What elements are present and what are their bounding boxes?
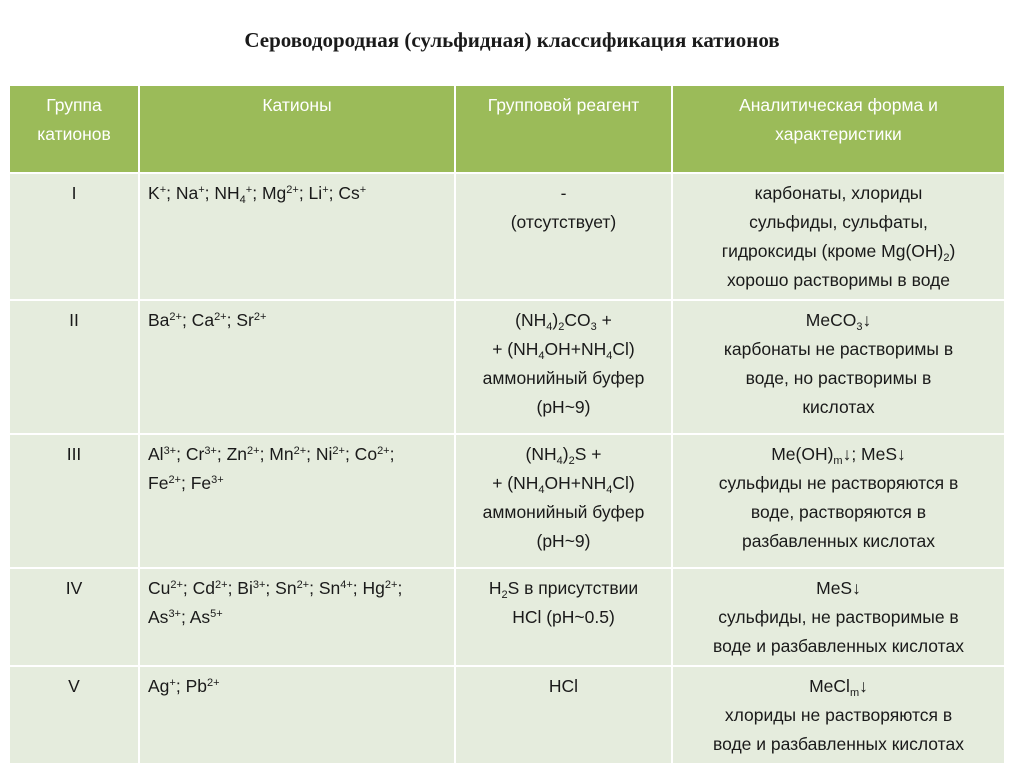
text-run: (NH xyxy=(515,310,547,330)
subscript: 3 xyxy=(856,321,863,333)
cell-line xyxy=(681,672,996,701)
table-header-row xyxy=(9,85,1005,173)
superscript: 2+ xyxy=(253,311,267,323)
superscript: 2+ xyxy=(384,579,398,591)
group-cell: V xyxy=(9,666,139,764)
cell-line xyxy=(464,672,663,701)
text-run: ↓ xyxy=(862,310,872,330)
subscript: 4 xyxy=(606,484,613,496)
superscript: 2+ xyxy=(215,579,228,591)
text-run: + (NH xyxy=(492,339,539,359)
text-run: + xyxy=(596,310,612,330)
text-run: + (NH xyxy=(492,473,539,493)
superscript: 2+ xyxy=(293,445,307,457)
subscript: m xyxy=(849,687,860,699)
cell-line xyxy=(681,306,996,335)
table-row xyxy=(9,568,1005,666)
cations-cell xyxy=(139,300,455,434)
form-cell xyxy=(672,568,1005,666)
superscript: + xyxy=(322,184,329,196)
text-run: K xyxy=(148,183,160,203)
subscript: 4 xyxy=(556,455,563,467)
cell-line xyxy=(681,730,996,759)
text-run: хорошо растворимы в воде xyxy=(727,270,950,290)
text-run: ; Pb xyxy=(175,676,207,696)
text-run: OH+NH xyxy=(544,473,607,493)
subscript: 4 xyxy=(239,194,246,206)
text-run: гидроксиды (кроме Mg(OH) xyxy=(721,241,944,261)
superscript: 2+ xyxy=(247,445,260,457)
text-run: ; Ca xyxy=(181,310,215,330)
text-run: (pH~9) xyxy=(536,397,591,417)
table-row xyxy=(9,434,1005,568)
superscript: + xyxy=(245,184,253,196)
text-run: ; NH xyxy=(204,183,240,203)
cell-line xyxy=(681,527,996,556)
text-run: Cl) xyxy=(612,473,635,493)
cations-cell xyxy=(139,666,455,764)
text-run: ; Zn xyxy=(216,444,248,464)
subscript: 2 xyxy=(501,589,508,601)
text-run: Fe xyxy=(148,473,169,493)
text-run: HCl (pH~0.5) xyxy=(512,607,615,627)
cell-line xyxy=(148,672,446,701)
reagent-cell xyxy=(455,173,672,300)
text-run: ) xyxy=(552,310,559,330)
superscript: 3+ xyxy=(204,445,217,457)
subscript: 4 xyxy=(606,350,613,362)
superscript: + xyxy=(169,677,176,689)
cell-line xyxy=(464,393,663,422)
table-row xyxy=(9,173,1005,300)
superscript: 5+ xyxy=(210,608,223,620)
subscript: 3 xyxy=(590,321,597,333)
text-run: ; Bi xyxy=(227,578,253,598)
cations-cell xyxy=(139,173,455,300)
cell-line xyxy=(681,574,996,603)
cell-line xyxy=(464,440,663,469)
superscript: + xyxy=(359,184,367,196)
text-run: Ba xyxy=(148,310,170,330)
form-cell xyxy=(672,300,1005,434)
text-run: карбонаты не растворимы в xyxy=(723,339,954,359)
subscript: 2 xyxy=(943,252,950,264)
superscript: 2+ xyxy=(286,184,299,196)
cell-line xyxy=(148,179,446,208)
cell-line xyxy=(681,266,996,295)
cell-line xyxy=(681,603,996,632)
text-run: Me(OH) xyxy=(771,444,834,464)
cell-line xyxy=(681,208,996,237)
superscript: 2+ xyxy=(377,445,390,457)
header-group: Группа катионов xyxy=(9,85,139,173)
superscript: 2+ xyxy=(206,677,220,689)
text-run: аммонийный буфер xyxy=(482,502,645,522)
subscript: 4 xyxy=(538,484,545,496)
text-run: ; Hg xyxy=(352,578,385,598)
text-run: ; Co xyxy=(344,444,378,464)
cell-line xyxy=(681,364,996,393)
text-run: ; Mg xyxy=(252,183,287,203)
cell-line xyxy=(681,469,996,498)
text-run: ↓; MeS↓ xyxy=(842,444,906,464)
table-row xyxy=(9,666,1005,764)
subscript: m xyxy=(833,455,843,467)
form-cell xyxy=(672,666,1005,764)
text-run: ; Li xyxy=(298,183,323,203)
cell-line xyxy=(464,306,663,335)
classification-table xyxy=(8,84,1006,765)
table-row xyxy=(9,300,1005,434)
cell-line xyxy=(148,603,446,632)
cell-line xyxy=(464,208,663,237)
reagent-cell xyxy=(455,434,672,568)
text-run: аммонийный буфер xyxy=(482,368,645,388)
text-run: кислотах xyxy=(802,397,875,417)
text-run: S + xyxy=(574,444,602,464)
text-run: MeCO xyxy=(805,310,857,330)
cell-line xyxy=(681,632,996,661)
text-run: ; Fe xyxy=(180,473,212,493)
cell-line xyxy=(681,179,996,208)
cell-line xyxy=(681,393,996,422)
cell-line xyxy=(681,498,996,527)
text-run: ; xyxy=(389,444,395,464)
text-run: (отсутствует) xyxy=(510,212,617,232)
text-run: MeCl xyxy=(809,676,850,696)
text-run: сульфиды не растворяются в xyxy=(718,473,959,493)
text-run: OH+NH xyxy=(544,339,607,359)
text-run: Al xyxy=(148,444,164,464)
text-run: CO xyxy=(564,310,591,330)
text-run: Cl) xyxy=(612,339,635,359)
cations-cell xyxy=(139,434,455,568)
text-run: сульфиды, сульфаты, xyxy=(749,212,928,232)
superscript: 2+ xyxy=(214,311,227,323)
header-cations: Катионы xyxy=(139,85,455,173)
superscript: 3+ xyxy=(163,445,177,457)
superscript: 3+ xyxy=(252,579,266,591)
text-run: MeS↓ xyxy=(816,578,861,598)
cell-line xyxy=(464,364,663,393)
text-run: - xyxy=(560,183,567,203)
text-run: ) xyxy=(949,241,956,261)
superscript: 2+ xyxy=(332,445,345,457)
form-cell xyxy=(672,173,1005,300)
superscript: 2+ xyxy=(296,579,310,591)
text-run: ; Cd xyxy=(182,578,216,598)
cell-line xyxy=(464,574,663,603)
cell-line xyxy=(464,335,663,364)
text-run: ↓ xyxy=(859,676,868,696)
text-run: воде, растворяются в xyxy=(750,502,927,522)
cell-line xyxy=(681,237,996,266)
header-reagent: Групповой реагент xyxy=(455,85,672,173)
subscript: 2 xyxy=(558,321,565,333)
text-run: (pH~9) xyxy=(536,531,591,551)
cell-line xyxy=(464,179,663,208)
superscript: + xyxy=(198,184,205,196)
subscript: 4 xyxy=(546,321,553,333)
text-run: ) xyxy=(562,444,569,464)
cell-line xyxy=(681,335,996,364)
superscript: + xyxy=(159,184,167,196)
text-run: ; Cs xyxy=(328,183,360,203)
text-run: ; Ni xyxy=(306,444,333,464)
header-form: Аналитическая форма и характеристики xyxy=(672,85,1005,173)
cell-line xyxy=(148,469,446,498)
text-run: ; Na xyxy=(166,183,199,203)
text-run: Cu xyxy=(148,578,171,598)
page-title: Сероводородная (сульфидная) классификация катионов xyxy=(244,28,780,52)
text-run: сульфиды, не растворимые в xyxy=(718,607,959,627)
cell-line xyxy=(681,440,996,469)
subscript: 2 xyxy=(568,455,575,467)
cell-line xyxy=(148,574,446,603)
text-run: Ag xyxy=(148,676,170,696)
reagent-cell xyxy=(455,568,672,666)
text-run: воде, но растворимы в xyxy=(745,368,932,388)
superscript: 2+ xyxy=(169,311,182,323)
cell-line xyxy=(464,603,663,632)
text-run: ; xyxy=(397,578,403,598)
cell-line xyxy=(464,527,663,556)
reagent-cell xyxy=(455,666,672,764)
text-run: As xyxy=(148,607,169,627)
text-run: ; Sr xyxy=(226,310,254,330)
text-run: (NH xyxy=(525,444,557,464)
cell-line xyxy=(681,701,996,730)
text-run: S в присутствии xyxy=(507,578,639,598)
text-run: ; As xyxy=(180,607,211,627)
text-run: карбонаты, хлориды xyxy=(754,183,923,203)
group-cell: III xyxy=(9,434,139,568)
superscript: 3+ xyxy=(211,474,224,486)
text-run: ; Mn xyxy=(259,444,294,464)
reagent-cell xyxy=(455,300,672,434)
group-cell: I xyxy=(9,173,139,300)
text-run: HCl xyxy=(548,676,579,696)
group-cell: II xyxy=(9,300,139,434)
text-run: H xyxy=(488,578,502,598)
text-run: ; Sn xyxy=(265,578,297,598)
cations-cell xyxy=(139,568,455,666)
text-run: хлориды не растворяются в xyxy=(724,705,953,725)
superscript: 3+ xyxy=(168,608,181,620)
text-run: воде и разбавленных кислотах xyxy=(713,734,964,754)
text-run: ; Sn xyxy=(309,578,341,598)
cell-line xyxy=(464,469,663,498)
superscript: 4+ xyxy=(340,579,353,591)
cell-line xyxy=(148,440,446,469)
cell-line xyxy=(464,498,663,527)
text-run: разбавленных кислотах xyxy=(741,531,936,551)
form-cell xyxy=(672,434,1005,568)
text-run: воде и разбавленных кислотах xyxy=(713,636,964,656)
text-run: ; Cr xyxy=(176,444,205,464)
superscript: 2+ xyxy=(168,474,181,486)
group-cell: IV xyxy=(9,568,139,666)
subscript: 4 xyxy=(538,350,545,362)
superscript: 2+ xyxy=(170,579,183,591)
cell-line xyxy=(148,306,446,335)
